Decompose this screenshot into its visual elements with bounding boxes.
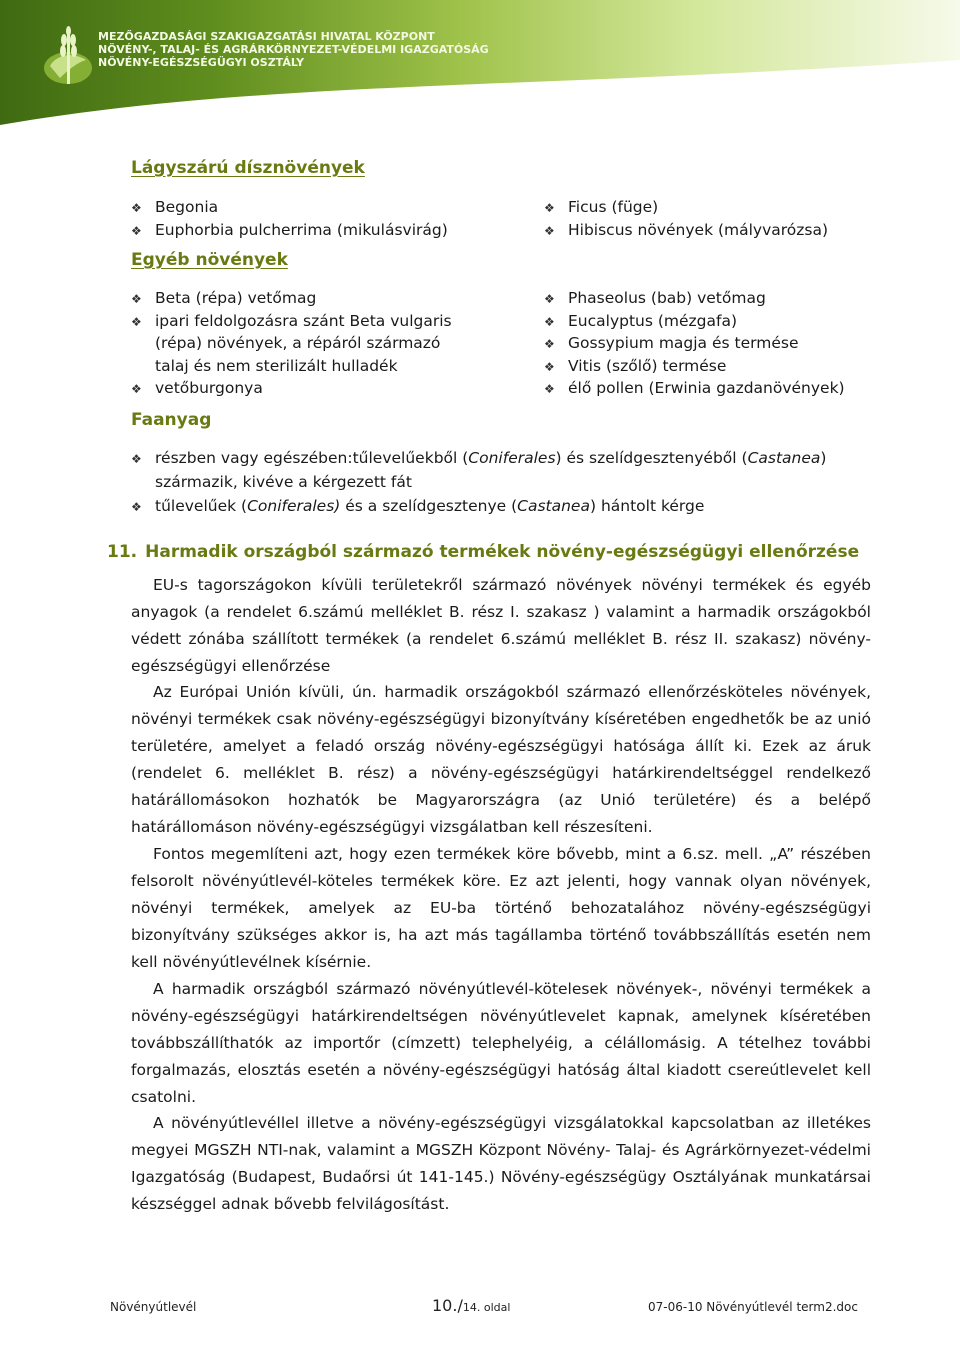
page-number: 10./14. oldal bbox=[432, 1296, 511, 1315]
header-curve-decoration bbox=[0, 60, 960, 160]
list-item: ❖ Begonia bbox=[131, 196, 448, 219]
egyeb-list-left bbox=[131, 287, 452, 400]
diamond-bullet-icon: ❖ bbox=[131, 452, 142, 466]
paragraph-1: EU-s tagországokon kívüli területekről származó növények növényi termékek és egyéb anyagok (a rendelet 6.számú melléklet B. rész I. szakasz ) valamint a harmadik országokból védett zónába szállított termékek (a rendelet 6.számú melléklet B. rész II. szakasz) növény-egészségügyi ellenőrzése bbox=[131, 576, 871, 675]
list-item: ❖ Phaseolus (bab) vetőmag bbox=[544, 287, 845, 310]
org-line-1: MEZŐGAZDASÁGI SZAKIGAZGATÁSI HIVATAL KÖZPONT bbox=[98, 30, 435, 43]
paragraph-5: A növényútlevéllel illetve a növény-egészségügyi vizsgálatokkal kapcsolatban az illetékes megyei MGSZH NTI-nak, valamint a MGSZH Központ Növény- Talaj- és Agrárkörnyezet-védelmi Igazgatóság (Budapest, Budaőrsi út 141-145.) Növény-egészségügy Osztályának munkatársai készséggel adnak bővebb felvilágosítást. bbox=[131, 1114, 871, 1213]
lagyszaru-list-left bbox=[131, 196, 448, 241]
footer-filename: 07-06-10 Növényútlevél term2.doc bbox=[648, 1300, 858, 1314]
diamond-bullet-icon: ❖ bbox=[544, 337, 555, 351]
ministry-logo-icon bbox=[38, 26, 102, 96]
diamond-bullet-icon: ❖ bbox=[131, 201, 142, 215]
diamond-bullet-icon: ❖ bbox=[131, 292, 142, 306]
list-item: ❖ ipari feldolgozásra szánt Beta vulgaris bbox=[131, 310, 452, 333]
list-item-continuation: származik, kivéve a kérgezett fát bbox=[155, 473, 412, 491]
section-title-egyeb: Egyéb növények bbox=[131, 250, 288, 270]
lagyszaru-list-right bbox=[544, 196, 828, 241]
diamond-bullet-icon: ❖ bbox=[544, 223, 555, 238]
organization-name bbox=[98, 30, 489, 69]
list-item: ❖ élő pollen (Erwinia gazdanövények) bbox=[544, 377, 845, 400]
diamond-bullet-icon: ❖ bbox=[131, 382, 142, 396]
list-item: ❖ Eucalyptus (mézgafa) bbox=[544, 310, 845, 333]
diamond-bullet-icon: ❖ bbox=[544, 314, 555, 329]
org-line-3: NÖVÉNY-EGÉSZSÉGÜGYI OSZTÁLY bbox=[98, 56, 305, 69]
list-item-continuation: talaj és nem sterilizált hulladék bbox=[155, 356, 398, 375]
list-item: ❖ vetőburgonya bbox=[131, 377, 452, 400]
section-title-faanyag: Faanyag bbox=[131, 410, 212, 430]
list-item: ❖ Ficus (füge) bbox=[544, 196, 828, 219]
chapter-title: Harmadik országból származó termékek növény-egészségügyi ellenőrzése bbox=[145, 542, 860, 562]
diamond-bullet-icon: ❖ bbox=[544, 382, 555, 396]
list-item: ❖ Hibiscus növények (mályvarózsa) bbox=[544, 219, 828, 242]
diamond-bullet-icon: ❖ bbox=[544, 359, 555, 374]
list-item: ❖ tűlevelűek (Coniferales) és a szelídgesztenye (Castanea) hántolt kérge bbox=[131, 494, 826, 518]
org-line-2: NÖVÉNY-, TALAJ- ÉS AGRÁRKÖRNYEZET-VÉDELMI IGAZGATÓSÁG bbox=[98, 43, 489, 56]
paragraph-3: Fontos megemlíteni azt, hogy ezen termékek köre bővebb, mint a 6.sz. mell. „A” részében felsorolt növényútlevél-köteles termékek köre. Ez azt jelenti, hogy vannak olyan növények, növényi termékek, amelyek az EU-ba történő behozatalához növény-egészségügyi bizonyítvány szükséges akkor is, ha azt más tagállamba történő továbbszállítás esetén nem kell növényútlevélnek kísérnie. bbox=[131, 845, 871, 971]
paragraph-2: Az Európai Unión kívüli, ún. harmadik országokból származó ellenőrzésköteles növények, növényi termékek csak növény-egészségügyi bizonyítvány kíséretében engedhetők be az unió területére, amelyet a feladó ország növény-egészségügyi hatósága állít ki. Ezek az áruk (rendelet 6. melléklet B. rész) a növény-egészségügyi határkirendeltséggel rendelkező határállomásokon hozhatók be Magyarországra (az Unió területére) és a belépő határállomáson növény-egészségügyi vizsgálatban kell részesíteni. bbox=[131, 683, 871, 836]
list-item: ❖ Euphorbia pulcherrima (mikulásvirág) bbox=[131, 219, 448, 242]
diamond-bullet-icon: ❖ bbox=[131, 500, 142, 514]
list-item: ❖ Beta (répa) vetőmag bbox=[131, 287, 452, 310]
diamond-bullet-icon: ❖ bbox=[131, 314, 142, 329]
footer-doc-title: Növényútlevél bbox=[110, 1300, 197, 1314]
list-item: ❖ Gossypium magja és termése bbox=[544, 332, 845, 355]
chapter-heading bbox=[107, 542, 859, 562]
paragraph-4: A harmadik országból származó növényútlevél-kötelesek növények-, növényi termékek a növény-egészségügyi határkirendeltségen növényútlevelet kapnak, amelynek kíséretében továbbszállíthatók az importőr (címzett) telephelyéig, a célállomásig. A tételhez további forgalmazás, elosztás esetén a növény-egészségügyi hatóság által kiadott csereútlevelet kell csatolni. bbox=[131, 980, 871, 1106]
list-item-continuation: (répa) növények, a répáról származó bbox=[155, 334, 441, 352]
diamond-bullet-icon: ❖ bbox=[131, 223, 142, 238]
diamond-bullet-icon: ❖ bbox=[544, 201, 555, 215]
section-title-lagyszaru: Lágyszárú dísznövények bbox=[131, 158, 365, 178]
egyeb-list-right bbox=[544, 287, 845, 400]
chapter-number: 11. bbox=[107, 542, 138, 562]
diamond-bullet-icon: ❖ bbox=[544, 292, 555, 306]
list-item: ❖ Vitis (szőlő) termése bbox=[544, 355, 845, 378]
list-item: ❖ részben vagy egészében:tűlevelűekből (Coniferales) és szelídgesztenyéből (Castanea) bbox=[131, 446, 826, 470]
faanyag-list bbox=[131, 446, 826, 518]
